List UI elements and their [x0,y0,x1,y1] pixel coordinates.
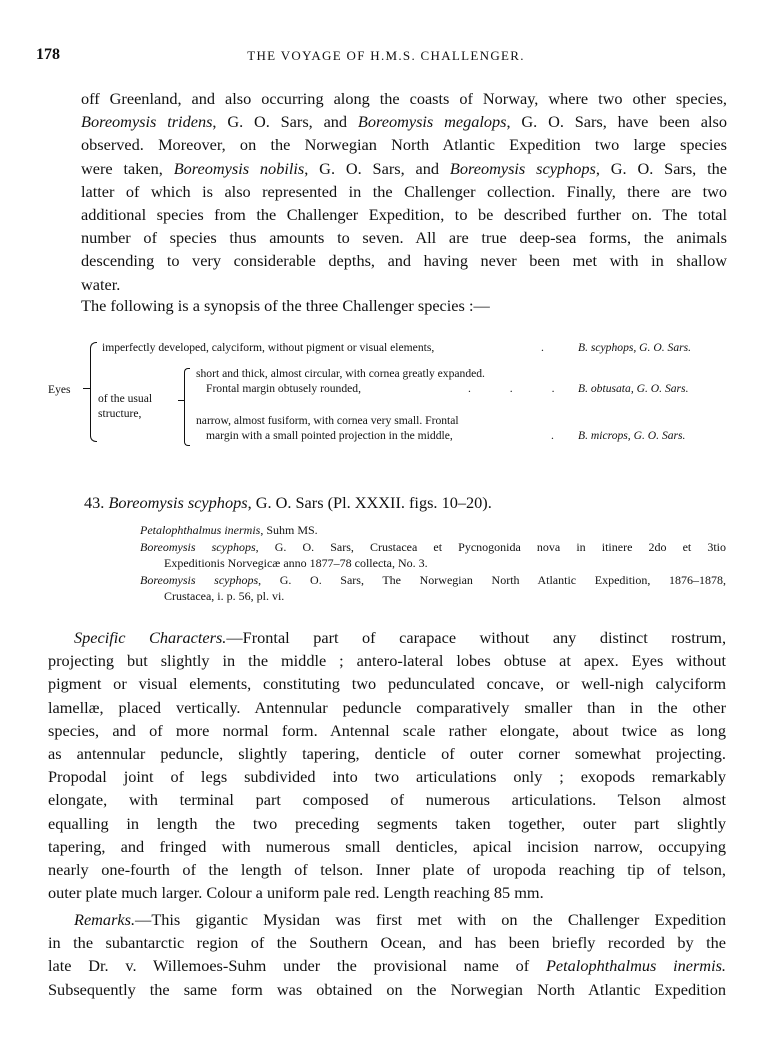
row2-description-1: short and thick, almost circular, with cornea greatly expanded. [196,367,485,380]
paragraph-remarks [48,908,726,1001]
taxon-name: Boreomysis tridens [81,112,213,132]
text-line-italic-mix: were taken, Boreomysis nobilis, G. O. Sars, and Boreomysis scyphops, G. O. Sars, the [81,158,727,178]
row3-description-2: margin with a small pointed projection in the middle, [206,429,453,442]
paragraph-specific-characters [48,626,726,904]
taxon-name: Boreomysis nobilis [173,158,305,178]
taxon-name: Boreomysis megalops [357,112,507,132]
section-lead: Remarks. [74,910,136,929]
row1-species [578,340,691,355]
row3-species: B. microps, G. O. Sars. [578,429,686,442]
synopsis-table [48,336,738,446]
text-line-lead [48,908,726,931]
text-line: number of species thus amounts to seven. All are true deep-sea forms, the animals [81,228,727,248]
inner-brace-point [178,400,184,401]
text-line-italic-mix: Boreomysis tridens, G. O. Sars, and Boreomysis megalops, G. O. Sars, have been also [81,112,728,132]
text-line: lamellæ, placed vertically. Antennular peduncle comparatively smaller than in the other [48,697,726,717]
species-heading-rest: , G. O. Sars (Pl. XXXII. figs. 10–20). [247,493,492,512]
page-number: 178 [36,46,60,63]
text-line: equalling in length the two preceding segments taken together, outer part slightly [48,813,726,833]
row2-dots: . . . [468,382,573,395]
text-line: projecting but slightly in the middle ; antero-lateral lobes obtuse at apex. Eyes without [48,651,726,671]
synonym-entry [140,522,726,539]
row2-species: B. obtusata, G. O. Sars. [578,382,689,395]
species-heading [84,493,492,513]
text-line: additional species from the Challenger Expedition, to be described further on. The total [81,205,727,225]
outer-brace-point [83,388,90,389]
text-line: nearly one-fourth of the length of telson. Inner plate of uropoda reaching tip of telson, [48,860,726,880]
text-line: pigment or visual elements, constituting two pedunculated concave, or well-nigh calyciform [48,674,726,694]
synonym-continuation: Expeditionis Norvegicæ anno 1877–78 collecta, No. 3. [164,556,428,571]
text-line: observed. Moreover, on the Norwegian North Atlantic Expedition two large species [81,135,727,155]
text-line-lead [48,626,726,649]
text-line: tapering, and fringed with numerous small denticles, apical incision narrow, occupying [48,836,726,856]
text-line: water. [81,274,121,294]
row1-dot: . [541,341,544,354]
synonym-text: , G. O. Sars, Crustacea et Pycnogonida nova in itinere 2do et 3tio [255,539,727,554]
page-header [36,46,736,70]
synonym-text: , G. O. Sars, The Norwegian North Atlantic Expedition, 1876–1878, [258,572,726,587]
usual-label-1: of the usual [98,392,153,405]
row3-description-1: narrow, almost fusiform, with cornea very small. Frontal [196,414,459,427]
text-line: off Greenland, and also occurring along the coasts of Norway, where two other species, [81,89,727,108]
synonym-text: , Suhm MS. [260,523,318,537]
synonym-name: Boreomysis scyphops [140,539,256,554]
eyes-label: Eyes [48,383,71,396]
lead-rest: —Frontal part of carapace without any distinct rostrum, [226,628,727,647]
paragraph-synopsis-intro [81,294,727,317]
text-line-italic-mix [48,954,726,977]
text-line: in the subantarctic region of the Southern Ocean, and has been briefly recorded by the [48,933,726,953]
row1-species-text: B. scyphops, G. O. Sars. [578,341,692,354]
paragraph-intro [81,87,727,296]
text-line: outer plate much larger. Colour a uniform pale red. Length reaching 85 mm. [48,883,544,903]
text-line: latter of which is also represented in the Challenger collection. Finally, there are two [81,181,727,201]
taxon-name: Boreomysis scyphops [449,158,596,178]
inner-brace [184,368,190,446]
text-line: as antennular peduncle, slightly tapering, denticle of outer corner somewhat projecting. [48,744,726,764]
text-line: descending to very considerable depths, and having never been met with in shallow [81,251,727,271]
row1-description: imperfectly developed, calyciform, without pigment or visual elements, [102,341,435,354]
synonym-entry [140,572,726,589]
text-line: The following is a synopsis of the three Challenger species :— [81,296,490,315]
synonymy-list [140,522,726,605]
text-line: Propodal joint of legs subdivided into two articulations only ; exopods remarkably [48,767,726,787]
synonym-name: Boreomysis scyphops [140,572,259,587]
synonym-continuation: Crustacea, i. p. 56, pl. vi. [164,589,285,604]
italic-segment: Petalophthalmus inermis. [545,956,726,976]
text-line: species, and of more normal form. Antennal scale rather elongate, about twice as long [48,720,726,740]
running-head: THE VOYAGE OF H.M.S. CHALLENGER. [247,48,525,63]
synonym-name: Petalophthalmus inermis [140,523,261,537]
section-lead: Specific Characters. [74,628,227,647]
row2-description-2: Frontal margin obtusely rounded, [206,382,361,395]
row3-dot: . [551,429,554,442]
lead-rest: —This gigantic Mysidan was first met with on the Challenger Expedition [135,910,726,929]
text-line: elongate, with terminal part composed of numerous articulations. Telson almost [48,790,726,810]
synonym-entry [140,539,726,556]
outer-brace [90,342,97,442]
text-segment: late Dr. v. Willemoes-Suhm under the provisional name of [48,956,546,976]
species-number: 43. [84,493,105,512]
usual-label-2: structure, [98,407,142,420]
text-line: Subsequently the same form was obtained on the Norwegian North Atlantic Expedition [48,979,726,999]
species-name: Boreomysis scyphops [108,493,248,512]
